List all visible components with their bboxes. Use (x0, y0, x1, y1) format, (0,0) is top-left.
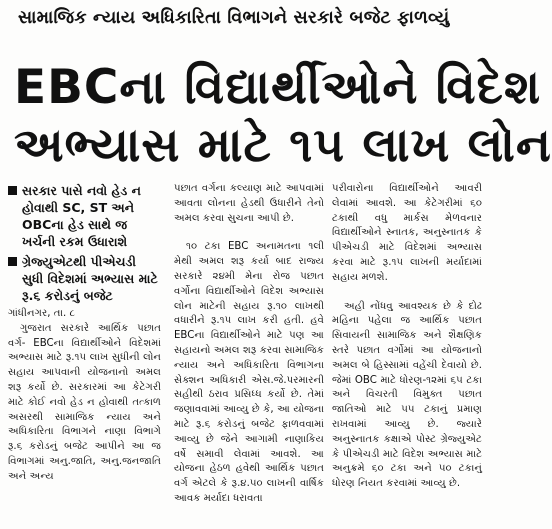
square-bullet-icon (8, 257, 17, 266)
headline-line-2: અભ્યાસ માટે ૧૫ લાખ લોન (14, 118, 552, 173)
dateline: ગાંધીનગર, તા. ૮ (8, 308, 76, 319)
highlight-text: સરકાર પાસે નવો હેડ ન હોવાથી SC, ST અને OBCના હેડ સાથે જ ખર્ચની રકમ ઉધારાશે (22, 183, 141, 249)
body-paragraph: ગુજરાત સરકારે આર્થિક પછાત વર્ગ- EBCના વિદ્યાર્થીઓને વિદેશમાં અભ્યાસ માટે રૂ.૧૫ લાખ સુધીની લોન સહાય આપવાની યોજનાનો અમલ શરૂ કર્યો છે. સરકારમાં આ કેટેગરી માટે કોઈ નવો હેડ ન હોવાથી તત્કાળ અસરથી સામાજિક ન્યાય અને અધિકારિતા વિભાગને નાણા વિભાગે રૂ.૬ કરોડનું બજેટ આપીને આ જ વિભાગમાં અનુ.જાતિ, અનુ.જનજાતિ અને અન્ય (8, 322, 161, 482)
body-paragraph: પછાત વર્ગના કલ્યાણ માટે આપવામાં આવતા લોનના હેડથી ઉધારીને તેનો અમલ કરવા સુચના આપી છે. (174, 183, 324, 224)
body-paragraph: ૧૦ ટકા EBC અનામતના ૧લી મેથી અમલ શરૂ કર્યા બાદ રાજ્ય સરકારે ૨૪મી મેના રોજ પછાત વર્ગોના વિદ્યાર્થીઓને વિદેશ અભ્યાસ લોન માટેની સહાય રૂ.૧૦ લાખથી વધારીને રૂ.૧૫ લાખ કરી હતી. હવે EBCના વિદ્યાર્થીઓને માટે પણ આ સહાયનો અમલ શરૂ કરવા સામાજિક ન્યાય અને અધિકારિતા વિભાગના સેક્શન અધિકારી એસ.જે.પરમારની સહીથી ઠરાવ પ્રસિધ્ધ કર્યો છે. તેમાં જણાવવામાં આવ્યુ છે કે, આ યોજના માટે રૂ.૬ કરોડનું બજેટ ફાળવવામાં આવ્યુ છે જેને આગામી નાણાકિય વર્ષે સમાવી લેવામાં આવશે. આ યોજના હેઠળ હવેથી આર્થિક પછાત વર્ગ એટલે કે રૂ.૪.૫૦ લાખની વાર્ષિક આવક મર્યાદા ધરાવતા (174, 241, 324, 504)
highlight-text: ગ્રેજ્યુએટથી પીએચડી સુધી વિદેશમાં અભ્યાસ માટે રૂ.૬ કરોડનું બજેટ (22, 254, 158, 303)
column-1 (8, 182, 161, 524)
square-bullet-icon (8, 186, 17, 195)
body-paragraph: અહી નોંધવુ આવશ્યક છે કે દોઢ મહિના પહેલા જ આર્થિક પછાત સિવાયની સામાજિક અને શૈક્ષણિક સ્તરે પછાત વર્ગોમાં આ યોજનાનો અમલ બે હિસ્સામાં વહેંચી દેવાયો છે. જેમાં OBC માટે ધોરણ-૧૨માં ૬૫ ટકા અને વિચરતી વિમુક્ત પછાત જાતિઓ માટે ૫૫ ટકાનું પ્રમાણ રાખવામાં આવ્યુ છે. જ્યારે અનુસ્નાતક કક્ષાએ પોસ્ટ ગ્રેજ્યુએટ કે પીએચડી માટે વિદેશ અભ્યાસ માટે અનુક્રમે ૬૦ ટકા અને ૫૦ ટકાનું ધોરણ નિયત કરવામાં આવ્યુ છે. (332, 300, 482, 490)
column-2 (174, 182, 324, 524)
headline-line-1: EBCના વિદ્યાર્થીઓને વિદેશ (14, 60, 542, 115)
kicker-headline: સામાજિક ન્યાય અધિકારિતા વિભાગને સરકારે બજેટ ફાળવ્યું (18, 8, 450, 28)
column-3 (332, 182, 482, 524)
highlight-bullet (8, 253, 161, 304)
body-paragraph: પરીવારોના વિદ્યાર્થીઓને આવરી લેવામાં આવશે. આ કેટેગરીમાં ૬૦ ટકાથી વધુ માર્કસ મેળવનાર વિદ્યાર્થીઓને સ્નાતક, અનુસ્નાતક કે પીએચડી માટે વિદેશમાં અભ્યાસ કરવા માટે રૂ.૧૫ લાખની મર્યાદામાં સહાય મળશે. (332, 183, 482, 283)
highlight-bullet (8, 182, 161, 250)
